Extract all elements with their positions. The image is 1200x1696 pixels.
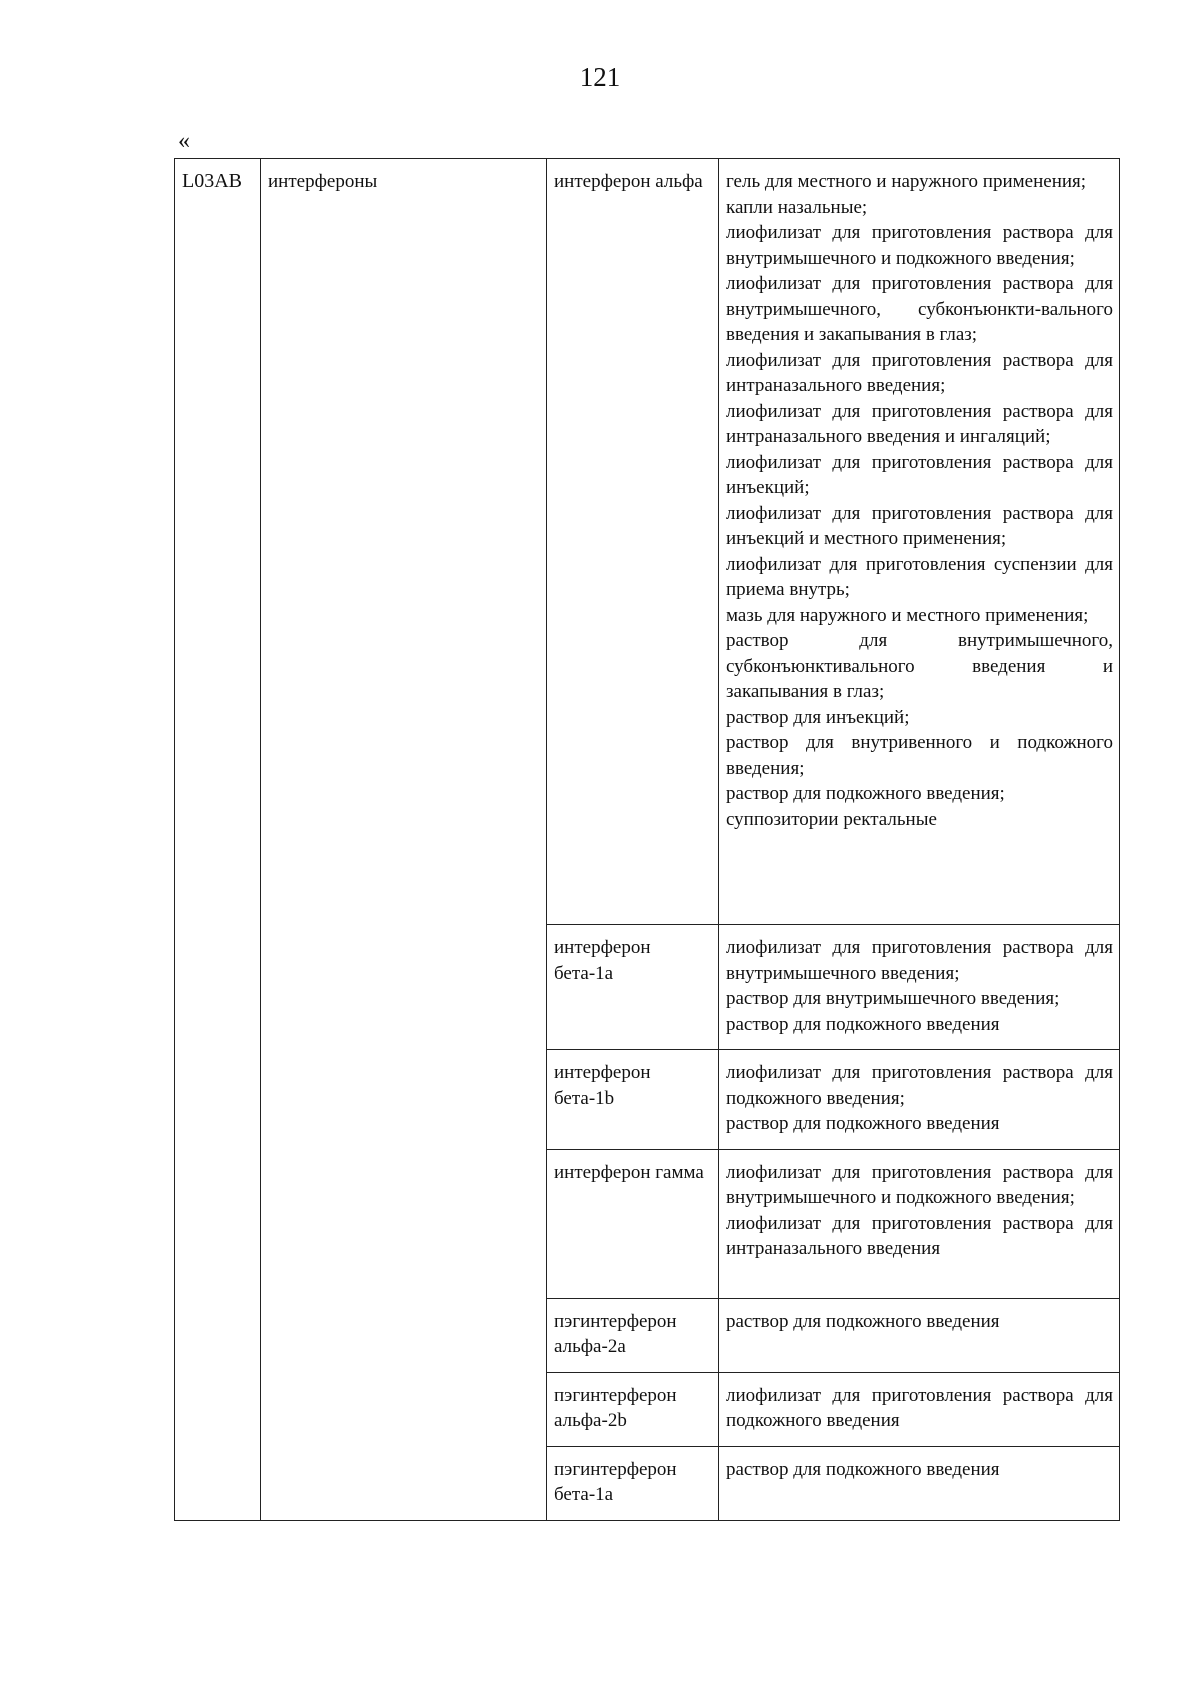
dosage-form: раствор для подкожного введения (726, 1113, 1000, 1134)
dosage-form: лиофилизат для приготовления раствора для подкожного введения (726, 1384, 1113, 1431)
drug-name-cell: пэгинтерферон альфа-2a (547, 1298, 719, 1372)
dosage-forms-cell (719, 1050, 1120, 1150)
dosage-form: раствор для инъекций; (726, 706, 910, 728)
dosage-form: лиофилизат для приготовления раствора для внутримышечного введения; (726, 937, 1113, 984)
dosage-form: лиофилизат для приготовления раствора для внутримышечного и подкожного введения; (726, 1161, 1113, 1208)
dosage-form: лиофилизат для приготовления раствора для инъекций и местного применения; (726, 502, 1113, 549)
dosage-form: раствор для подкожного введения (726, 1458, 1000, 1480)
dosage-form: лиофилизат для приготовления раствора для подкожного введения; (726, 1062, 1113, 1109)
dosage-form: раствор для подкожного введения (726, 1013, 1000, 1035)
dosage-form: раствор для внутримышечного, субконъюнктивального введения и закапывания в глаз; (726, 630, 1113, 702)
drug-name-cell: пэгинтерферон бета-1a (547, 1446, 719, 1520)
dosage-form: гель для местного и наружного применения; (726, 171, 1087, 192)
drug-name-cell: интерферон бета-1b (547, 1050, 719, 1150)
opening-quote-mark: « (178, 128, 190, 154)
atc-code-cell: L03AB (175, 159, 261, 1521)
dosage-form: раствор для подкожного введения (726, 1310, 1000, 1332)
group-name-cell: интерфероны (261, 159, 547, 1521)
dosage-forms-cell (719, 925, 1120, 1050)
drug-name-cell: интерферон бета-1a (547, 925, 719, 1050)
dosage-form: лиофилизат для приготовления раствора для внутримышечного и подкожного введения; (726, 222, 1113, 269)
dosage-forms-cell (719, 1298, 1120, 1372)
dosage-form: лиофилизат для приготовления раствора для интраназального введения; (726, 349, 1113, 396)
dosage-form: лиофилизат для приготовления раствора для интраназального введения и ингаляций; (726, 400, 1113, 447)
dosage-form: лиофилизат для приготовления суспензии для приема внутрь; (726, 553, 1113, 600)
dosage-form: мазь для наружного и местного применения; (726, 604, 1089, 626)
dosage-forms-cell (719, 1446, 1120, 1520)
dosage-form: раствор для подкожного введения; (726, 783, 1005, 804)
dosage-form: лиофилизат для приготовления раствора для интраназального введения (726, 1212, 1113, 1259)
dosage-forms-cell (719, 1372, 1120, 1446)
drug-name-cell: интерферон гамма (547, 1149, 719, 1298)
dosage-form: раствор для внутривенного и подкожного введения; (726, 732, 1113, 779)
page-number: 121 (579, 62, 621, 92)
dosage-forms-cell (719, 159, 1120, 925)
dosage-form: суппозитории ректальные (726, 808, 937, 830)
drug-name-cell: интерферон альфа (547, 159, 719, 925)
dosage-forms-cell (719, 1149, 1120, 1298)
dosage-form: лиофилизат для приготовления раствора для внутримышечного, субконъюнкти-вального введения и закапывания в глаз; (726, 273, 1113, 345)
dosage-form: капли назальные; (726, 196, 868, 218)
dosage-form: раствор для внутримышечного введения; (726, 988, 1060, 1009)
drug-table (174, 158, 1120, 1521)
table-row (175, 159, 1120, 925)
drug-name-cell: пэгинтерферон альфа-2b (547, 1372, 719, 1446)
table-body (175, 159, 1120, 1521)
dosage-form: лиофилизат для приготовления раствора для инъекций; (726, 451, 1113, 498)
